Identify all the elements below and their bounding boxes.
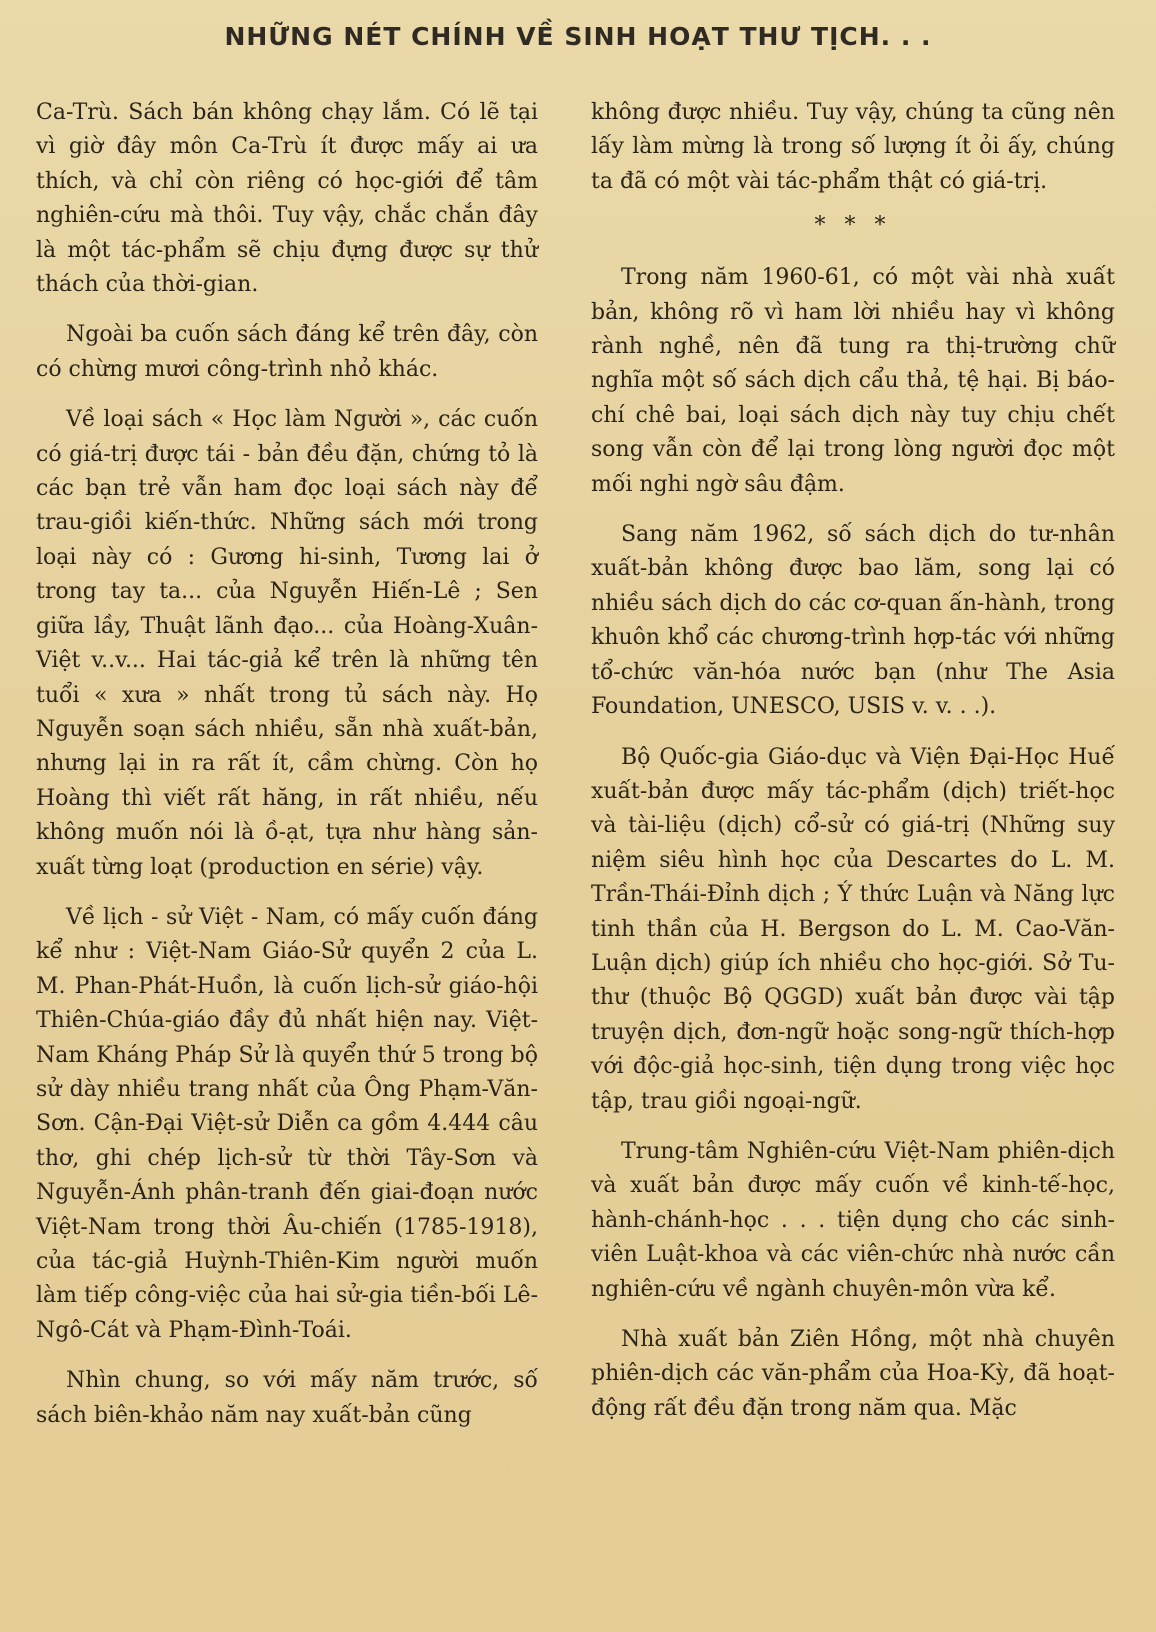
paragraph: Sang năm 1962, số sách dịch do tư-nhân xuất-bản không được bao lăm, song lại có nhiều sách dịch do các cơ-quan ấn-hành, trong khuôn khổ các chương-trình hợp-tác với những tổ-chức văn-hóa nước bạn (như The Asia Foundation, UNESCO, USIS v. v. . .). [591,522,1115,720]
paragraph-continued: Ca-Trù. Sách bán không chạy lắm. Có lẽ tại vì giờ đây môn Ca-Trù ít được mấy ai ưa thích, và chỉ còn riêng có học-giới để tâm nghiên-cứu mà thôi. Tuy vậy, chắc chắn đây là một tác-phẩm sẽ chịu đựng được sự thử thách của thời-gian. [36,100,538,298]
paragraph: Ngoài ba cuốn sách đáng kể trên đây, còn có chừng mươi công-trình nhỏ khác. [36,322,538,382]
paragraph: Về lịch - sử Việt - Nam, có mấy cuốn đáng kể như : Việt-Nam Giáo-Sử quyển 2 của L. M. Phan-Phát-Huồn, là cuốn lịch-sử giáo-hội Thiên-Chúa-giáo đầy đủ nhất hiện nay. Việt-Nam Kháng Pháp Sử là quyển thứ 5 trong bộ sử dày nhiều trang nhất của Ông Phạm-Văn-Sơn. Cận-Đại Việt-sử Diễn ca gồm 4.444 câu thơ, ghi chép lịch-sử từ thời Tây-Sơn và Nguyễn-Ánh phân-tranh đến giai-đoạn nước Việt-Nam trong thời Âu-chiến (1785-1918), của tác-giả Huỳnh-Thiên-Kim người muốn làm tiếp công-việc của hai sử-gia tiền-bối Lê-Ngô-Cát và Phạm-Đình-Toái. [36,904,538,1343]
page-title: NHỮNG NÉT CHÍNH VỀ SINH HOẠT THƯ TỊCH. . . [224,22,932,51]
paragraph: Về loại sách « Học làm Người », các cuốn có giá-trị được tái - bản đều đặn, chứng tỏ là các bạn trẻ vẫn ham đọc loại sách này để trau-giồi kiến-thức. Những sách mới trong loại này có : Gương hi-sinh, Tương lai ở trong tay ta... của Nguyễn Hiến-Lê ; Sen giữa lầy, Thuật lãnh đạo... của Hoàng-Xuân-Việt v..v... Hai tác-giả kể trên là những tên tuổi « xưa » nhất trong tủ sách này. Họ Nguyễn soạn sách nhiều, sẵn nhà xuất-bản, nhưng lại in ra rất ít, cầm chừng. Còn họ Hoàng thì viết rất hăng, in rất nhiều, nếu không muốn nói là ồ-ạt, tựa như hàng sản-xuất từng loạt (production en série) vậy. [36,407,538,880]
paragraph: Trung-tâm Nghiên-cứu Việt-Nam phiên-dịch và xuất bản được mấy cuốn về kinh-tế-học, hành-chánh-học . . . tiện dụng cho các sinh-viên Luật-khoa và các viên-chức nhà nước cần nghiên-cứu về ngành chuyên-môn vừa kể. [591,1138,1115,1302]
paragraph: Nhìn chung, so với mấy năm trước, số sách biên-khảo năm nay xuất-bản cũng [36,1368,538,1428]
section-separator: * * * [814,213,892,239]
paragraph: Trong năm 1960-61, có một vài nhà xuất bản, không rõ vì ham lời nhiều hay vì không rành nghề, nên đã tung ra thị-trường chữ nghĩa một số sách dịch cẩu thả, tệ hại. Bị báo-chí chê bai, loại sách dịch này tuy chịu chết song vẫn còn để lại trong lòng người đọc một mối nghi ngờ sâu đậm. [591,265,1115,497]
paragraph: Bộ Quốc-gia Giáo-dục và Viện Đại-Học Huế xuất-bản được mấy tác-phẩm (dịch) triết-học và tài-liệu (dịch) cổ-sử có giá-trị (Những suy niệm siêu hình học của Descartes do L. M. Trần-Thái-Đỉnh dịch ; Ý thức Luận và Năng lực tinh thần của H. Bergson do L. M. Cao-Văn-Luận dịch) giúp ích nhiều cho học-giới. Sở Tu-thư (thuộc Bộ QGGD) xuất bản được vài tập truyện dịch, đơn-ngữ hoặc song-ngữ thích-hợp với độc-giả học-sinh, tiện dụng trong việc học tập, trau giồi ngoại-ngữ. [591,744,1115,1114]
paragraph-continued: không được nhiều. Tuy vậy, chúng ta cũng nên lấy làm mừng là trong số lượng ít ỏi ấy, chúng ta đã có một vài tác-phẩm thật có giá-trị. [591,100,1115,194]
left-column [36,96,538,1449]
right-column [591,96,1115,1442]
paragraph: Nhà xuất bản Ziên Hồng, một nhà chuyên phiên-dịch các văn-phẩm của Hoa-Kỳ, đã hoạt-động rất đều đặn trong năm qua. Mặc [591,1327,1115,1421]
